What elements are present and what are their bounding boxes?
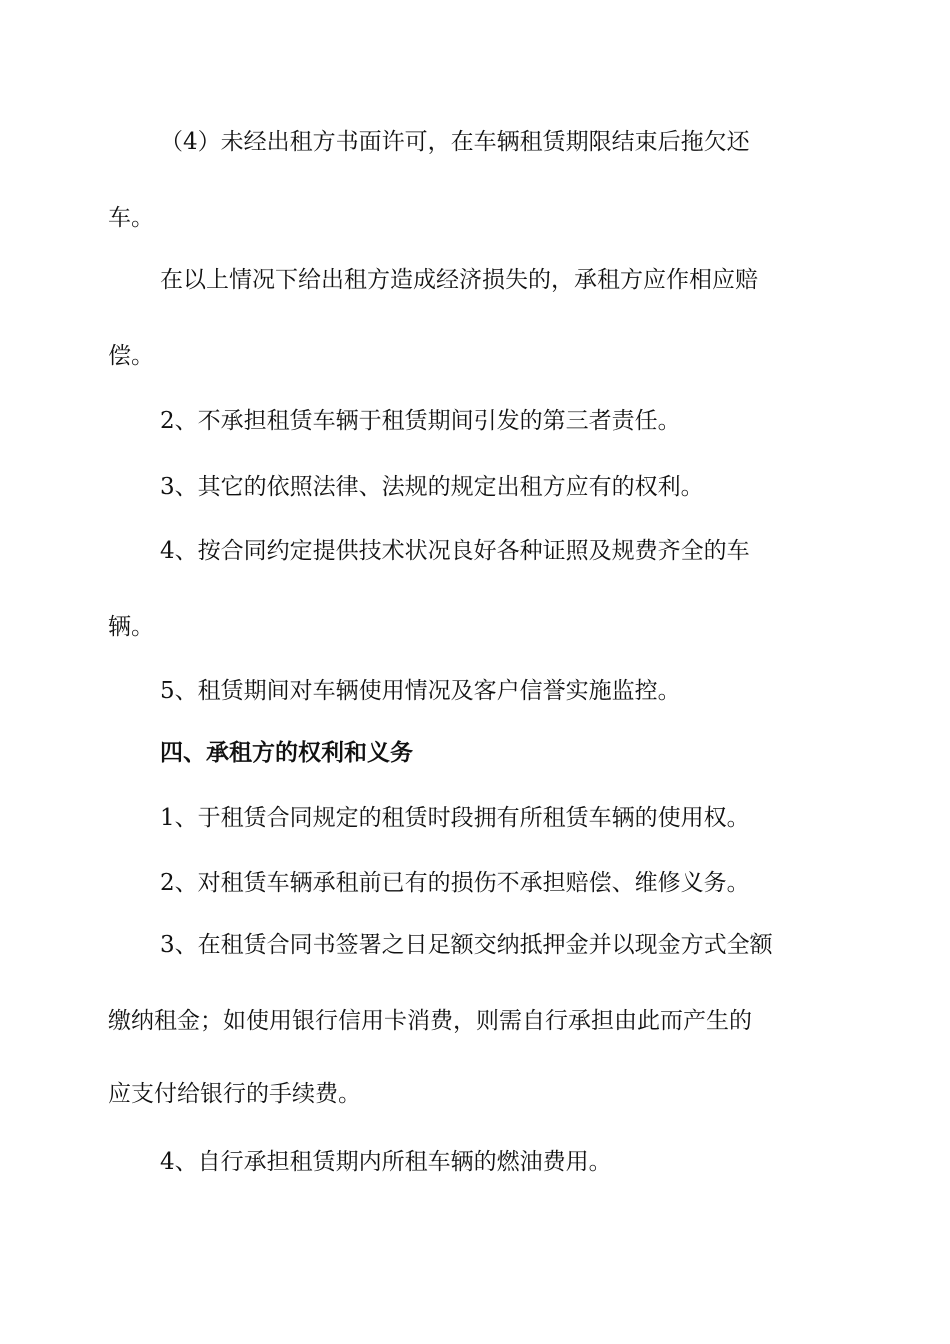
paragraph-line: 辆。 — [108, 614, 154, 640]
paragraph-line: （4）未经出租方书面许可，在车辆租赁期限结束后拖欠还 — [160, 129, 750, 155]
paragraph-line: 3、其它的依照法律、法规的规定出租方应有的权利。 — [160, 474, 704, 500]
paragraph-line: 3、在租赁合同书签署之日足额交纳抵押金并以现金方式全额 — [160, 932, 773, 958]
paragraph-line: 偿。 — [108, 343, 154, 369]
section-heading: 四、承租方的权利和义务 — [160, 740, 413, 766]
paragraph-line: 2、不承担租赁车辆于租赁期间引发的第三者责任。 — [160, 408, 681, 434]
paragraph-line: 4、自行承担租赁期内所租车辆的燃油费用。 — [160, 1149, 612, 1175]
paragraph-line: 车。 — [108, 205, 154, 231]
paragraph-line: 5、租赁期间对车辆使用情况及客户信誉实施监控。 — [160, 678, 681, 704]
paragraph-line: 4、按合同约定提供技术状况良好各种证照及规费齐全的车 — [160, 538, 750, 564]
paragraph-line: 缴纳租金；如使用银行信用卡消费，则需自行承担由此而产生的 — [108, 1008, 752, 1034]
paragraph-line: 应支付给银行的手续费。 — [108, 1081, 361, 1107]
paragraph-line: 在以上情况下给出租方造成经济损失的，承租方应作相应赔 — [160, 267, 758, 293]
paragraph-line: 2、对租赁车辆承租前已有的损伤不承担赔偿、维修义务。 — [160, 870, 750, 896]
paragraph-line: 1、于租赁合同规定的租赁时段拥有所租赁车辆的使用权。 — [160, 805, 750, 831]
